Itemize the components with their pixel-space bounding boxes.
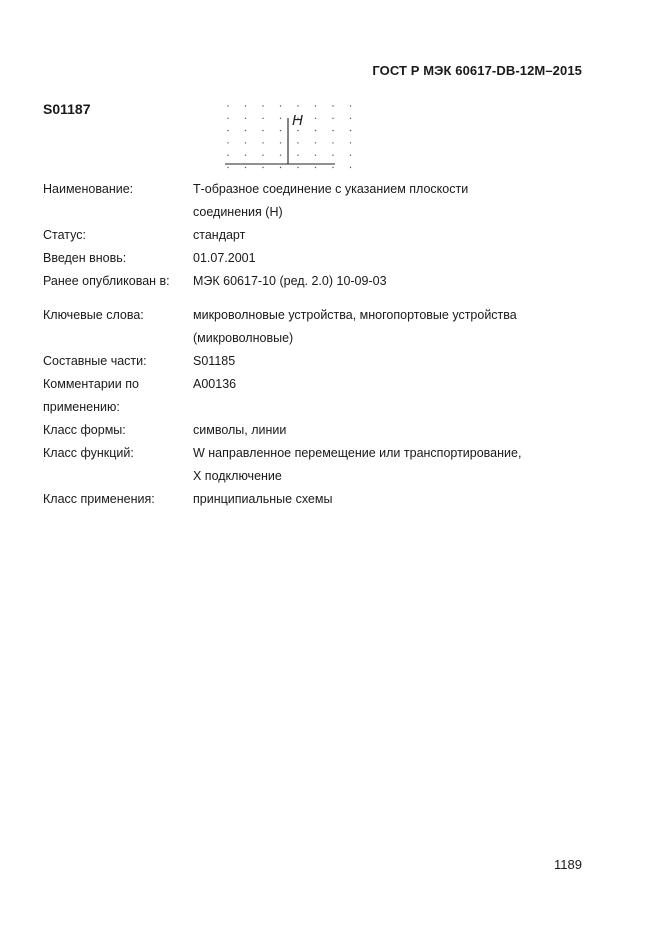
status-label: Статус: [43,228,86,242]
grid-dot [332,142,333,143]
row-published [43,270,583,293]
grid-dot [350,167,351,168]
published-label: Ранее опубликован в: [43,274,170,288]
grid-dot [227,118,228,119]
function-class-value-line1: W направленное перемещение или транспортирование, [193,446,522,460]
grid-dot [280,130,281,131]
grid-dot [297,142,298,143]
grid-dot [245,105,246,106]
grid-dot [262,142,263,143]
grid-dot [332,118,333,119]
grid-dot [297,130,298,131]
keywords-value-line1: микроволновые устройства, многопортовые устройства [193,308,517,322]
grid-dot [315,118,316,119]
grid-dot [262,105,263,106]
grid-dot [315,105,316,106]
document-header: ГОСТ Р МЭК 60617-DB-12M–2015 [372,63,582,78]
grid-dot [245,118,246,119]
name-value-line1: Т-образное соединение с указанием плоскости [193,182,469,196]
function-class-value [193,442,583,488]
grid-dot [227,142,228,143]
row-form-class [43,419,583,442]
attribute-table [43,178,583,511]
row-name [43,178,583,224]
published-value: МЭК 60617-10 (ред. 2.0) 10-09-03 [193,274,387,288]
grid-dot [280,155,281,156]
grid-dot [350,105,351,106]
grid-dot [332,155,333,156]
symbol-figure [220,100,355,172]
row-introduced [43,247,583,270]
row-application-class [43,488,583,511]
grid-dot [280,167,281,168]
grid-dot [350,155,351,156]
keywords-label: Ключевые слова: [43,308,144,322]
function-class-label: Класс функций: [43,446,134,460]
grid-dot [297,155,298,156]
grid-dot [350,118,351,119]
parts-label: Составные части: [43,354,147,368]
status-value: стандарт [193,228,246,242]
comments-value: A00136 [193,377,237,391]
grid-dot [297,167,298,168]
grid-dot [315,155,316,156]
row-comments [43,373,583,419]
keywords-value-line2: (микроволновые) [193,331,294,345]
grid-dot [332,130,333,131]
row-keywords [43,304,583,350]
symbol-plane-letter: H [292,112,303,129]
function-class-value-line2: X подключение [193,469,282,483]
row-function-class [43,442,583,488]
grid-dot [350,130,351,131]
name-value [193,178,583,224]
grid-dot [280,105,281,106]
name-value-line2: соединения (H) [193,205,283,219]
grid-dot [245,155,246,156]
form-class-label: Класс формы: [43,423,126,437]
form-class-value: символы, линии [193,423,287,437]
grid-dot [262,155,263,156]
comments-label-line1: Комментарии по [43,377,139,391]
grid-dot [262,130,263,131]
grid-dot [227,105,228,106]
row-parts [43,350,583,373]
introduced-value: 01.07.2001 [193,251,256,265]
row-status [43,224,583,247]
introduced-label: Введен вновь: [43,251,127,265]
name-label: Наименование: [43,182,134,196]
grid-dot [227,130,228,131]
grid-dot [315,167,316,168]
parts-value: S01185 [193,354,236,368]
grid-dot [315,130,316,131]
grid-dot [245,167,246,168]
grid-dot [280,118,281,119]
grid-dot [332,105,333,106]
keywords-value [193,304,583,350]
grid-dot [227,155,228,156]
symbol-code: S01187 [43,101,91,117]
grid-dot [297,105,298,106]
grid-dot [227,167,228,168]
grid-dot [262,118,263,119]
page-number: 1189 [554,857,582,872]
grid-dot [245,130,246,131]
comments-label-line2: применению: [43,400,120,414]
application-class-label: Класс применения: [43,492,155,506]
comments-label [43,373,193,419]
grid-dot [332,167,333,168]
grid-dot [350,142,351,143]
grid-dot [245,142,246,143]
application-class-value: принципиальные схемы [193,492,333,506]
grid-dot [262,167,263,168]
grid-dot [315,142,316,143]
grid-dots [227,105,351,168]
grid-dot [280,142,281,143]
